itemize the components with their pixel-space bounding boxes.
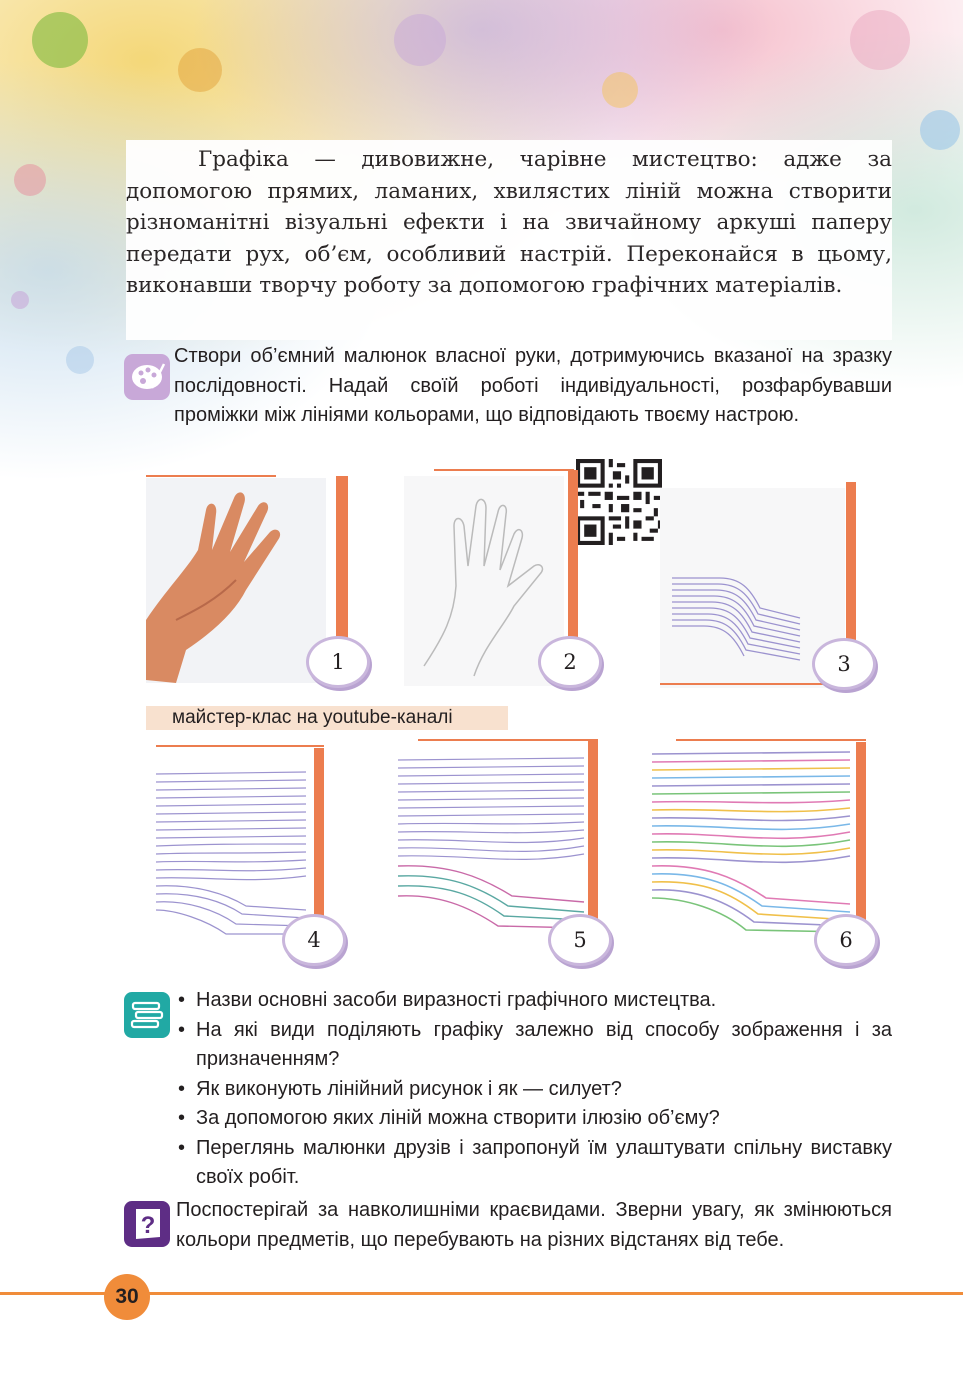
step-1-number: 1	[306, 636, 370, 688]
page-number: 30	[104, 1274, 150, 1320]
question-item: • За допомогою яких ліній можна створити ілюзію об’єму?	[176, 1104, 892, 1134]
step-3-number: 3	[812, 638, 876, 690]
question-item: • Назви основні засоби виразності графічного мистецтва.	[176, 986, 892, 1016]
question-item: • Як виконують лінійний рисунок і як — силует?	[176, 1075, 892, 1105]
observation-text: Поспостерігай за навколишніми краєвидами. Зверни увагу, як змінюються кольори предметів, що перебувають на різних відстанях від тебе.	[176, 1199, 892, 1251]
step-5-number: 5	[548, 914, 612, 966]
question-item: • На які види поділяють графіку залежно від способу зображення і за призначенням?	[176, 1016, 892, 1075]
question-icon	[124, 1201, 170, 1247]
task-text: Створи об’ємний малюнок власної руки, дотримуючись вказаної на зразку послідовності. Надай своїй роботі індивідуальності, розфарбувавши проміжки між лініями кольорами, що відповідають твоєму настрою.	[174, 345, 892, 426]
step-2-number: 2	[538, 636, 602, 688]
step-6-number: 6	[814, 914, 878, 966]
question-item: • Переглянь малюнки друзів і запропонуй їм улаштувати спільну виставку своїх робіт.	[176, 1134, 892, 1193]
intro-paragraph: Графіка — дивовижне, чарівне мистецтво: адже за допомогою прямих, ламаних, хвилястих ліній можна створити різноманітні візуальні ефекти і на звичайному аркуші паперу передати рух, об’єм, особливий настрій. Переконайся в цьому, виконавши творчу роботу за допомогою графічних матеріалів.	[126, 147, 892, 298]
youtube-caption: майстер-клас на youtube-каналі	[146, 706, 508, 730]
questions-list	[176, 986, 892, 1193]
book-stack-icon	[124, 992, 170, 1038]
qr-code[interactable]	[576, 459, 662, 545]
step-4-number: 4	[282, 914, 346, 966]
palette-icon	[124, 354, 170, 400]
svg-text:?: ?	[140, 1212, 156, 1239]
intro-panel	[126, 140, 892, 340]
